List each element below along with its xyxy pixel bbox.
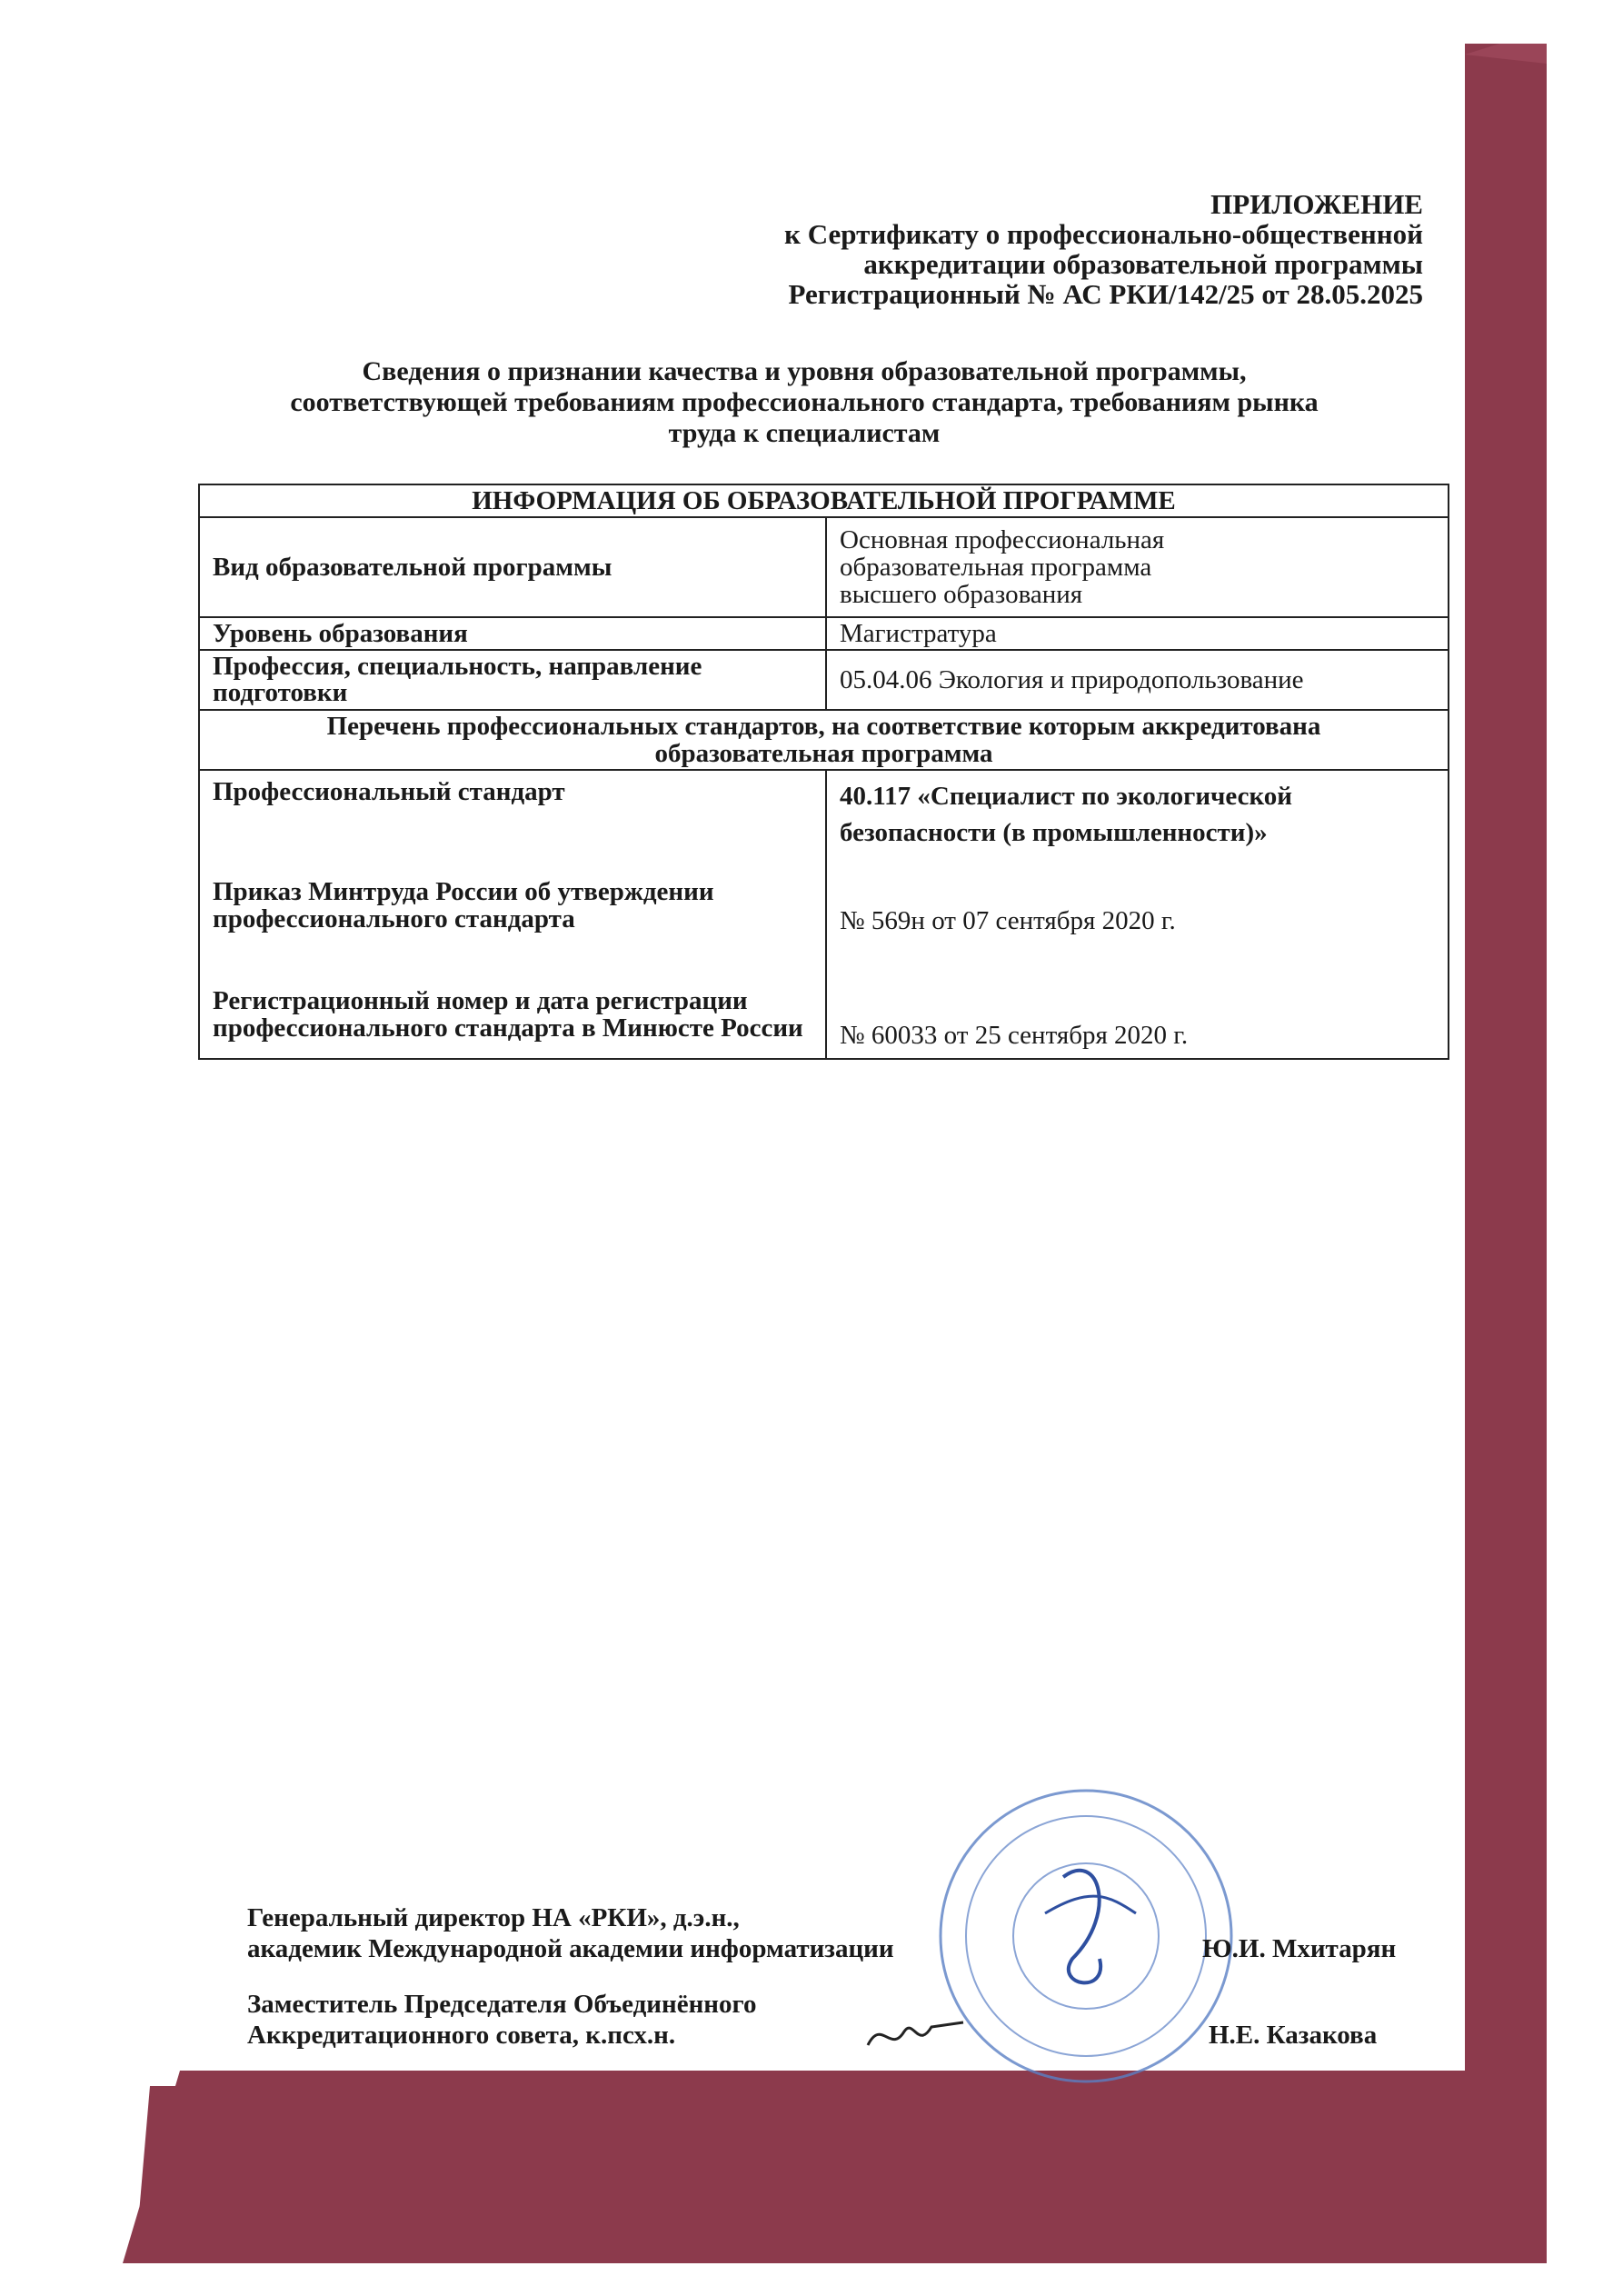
- title-line: труда к специалистам: [668, 418, 941, 448]
- round-seal-stamp: [927, 1777, 1245, 2095]
- signature-block-director: [247, 1902, 894, 1964]
- header-line: к Сертификату о профессионально-общественной: [784, 218, 1423, 250]
- signer-name: Н.Е. Казакова: [1209, 2021, 1378, 2050]
- standards-heading: Перечень профессиональных стандартов, на соответствие которым аккредитована образовательная программа: [199, 710, 1449, 770]
- standard-label: Профессиональный стандарт: [213, 777, 565, 806]
- order-label: Приказ Минтруда России об утверждении профессионального стандарта: [213, 877, 714, 933]
- appendix-header: [784, 189, 1423, 309]
- row-value: Основная профессиональная образовательная программа высшего образования: [826, 517, 1449, 617]
- row-label: Профессия, специальность, направление подготовки: [199, 650, 826, 710]
- document-title: [195, 356, 1413, 449]
- table-row: [199, 617, 1449, 650]
- signer-position: академик Международной академии информатизации: [247, 1934, 894, 1963]
- registration-value: № 60033 от 25 сентября 2020 г.: [840, 1021, 1189, 1050]
- signer-position: Заместитель Председателя Объединённого: [247, 1990, 757, 2019]
- table-row: [199, 650, 1449, 710]
- standards-block: [199, 770, 1449, 1059]
- header-line: аккредитации образовательной программы: [863, 248, 1423, 280]
- signer-name: Ю.И. Мхитарян: [1202, 1934, 1397, 1963]
- title-line: соответствующей требованиям профессионального стандарта, требованиям рынка: [290, 387, 1319, 417]
- table-row: [199, 517, 1449, 617]
- signer-position: Генеральный директор НА «РКИ», д.э.н.,: [247, 1903, 740, 1932]
- title-line: Сведения о признании качества и уровня образовательной программы,: [362, 356, 1247, 386]
- signature-block-deputy: [247, 1989, 756, 2051]
- row-label: Вид образовательной программы: [199, 517, 826, 617]
- header-line: ПРИЛОЖЕНИЕ: [1210, 188, 1423, 220]
- signer-position: Аккредитационного совета, к.псх.н.: [247, 2021, 676, 2050]
- row-label: Уровень образования: [199, 617, 826, 650]
- row-value: Магистратура: [826, 617, 1449, 650]
- row-value: 05.04.06 Экология и природопользование: [826, 650, 1449, 710]
- program-info-table: [198, 484, 1449, 1060]
- decorative-frame-right: [1465, 45, 1547, 2263]
- order-value: № 569н от 07 сентября 2020 г.: [840, 906, 1176, 935]
- handwritten-signature: [863, 2009, 972, 2063]
- standard-value: 40.117 «Специалист по экологической безопасности (в промышленности)»: [840, 782, 1293, 847]
- registration-label: Регистрационный номер и дата регистрации профессионального стандарта в Минюсте России: [213, 986, 803, 1043]
- table-heading: ИНФОРМАЦИЯ ОБ ОБРАЗОВАТЕЛЬНОЙ ПРОГРАММЕ: [199, 484, 1449, 517]
- header-line: Регистрационный № АС РКИ/142/25 от 28.05.2025: [788, 278, 1423, 310]
